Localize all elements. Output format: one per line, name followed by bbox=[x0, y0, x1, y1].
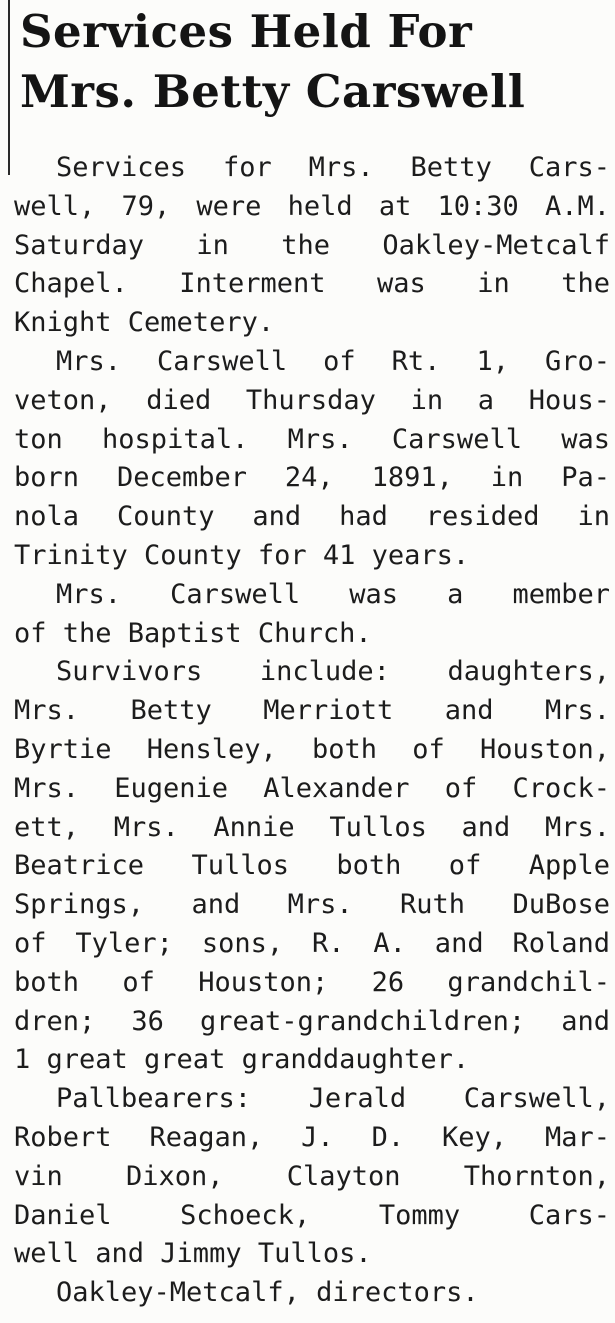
text-line: dren; 36 great-grandchildren; and bbox=[14, 1005, 610, 1037]
text-line: Saturday in the Oakley-Metcalf bbox=[14, 229, 610, 261]
text-line: Survivors include: daughters, bbox=[56, 656, 610, 688]
column-rule bbox=[8, 0, 10, 175]
text-line: well, 79, were held at 10:30 A.M. bbox=[14, 190, 610, 222]
text-line: Mrs. Eugenie Alexander of Crock- bbox=[14, 772, 610, 804]
text-line: Services for Mrs. Betty Cars- bbox=[56, 152, 610, 183]
text-line: nola County and had resided in bbox=[14, 501, 610, 533]
headline-line: Services Held For bbox=[20, 5, 473, 58]
text-line: veton, died Thursday in a Hous- bbox=[14, 384, 610, 416]
text-line: Knight Cemetery. bbox=[14, 307, 275, 339]
text-line: of the Baptist Church. bbox=[14, 617, 372, 649]
paragraph-directors bbox=[14, 1274, 610, 1313]
text-line: vin Dixon, Clayton Thornton, bbox=[14, 1160, 610, 1192]
text-line: Mrs. Carswell was a member bbox=[56, 578, 610, 610]
text-line: Trinity County for 41 years. bbox=[14, 539, 470, 571]
text-line: Oakley-Metcalf, directors. bbox=[56, 1277, 479, 1309]
text-line: Springs, and Mrs. Ruth DuBose bbox=[14, 889, 610, 921]
text-line: ton hospital. Mrs. Carswell was bbox=[14, 423, 610, 455]
paragraph-pallbearers bbox=[14, 1080, 610, 1274]
paragraph-church bbox=[14, 576, 610, 654]
text-line: ett, Mrs. Annie Tullos and Mrs. bbox=[14, 811, 610, 843]
text-line: Daniel Schoeck, Tommy Cars- bbox=[14, 1199, 610, 1231]
text-line: Mrs. Betty Merriott and Mrs. bbox=[14, 695, 610, 727]
text-line: Byrtie Hensley, both of Houston, bbox=[14, 733, 610, 765]
text-line: Chapel. Interment was in the bbox=[14, 268, 610, 300]
paragraph-survivors bbox=[14, 653, 610, 1080]
text-line: 1 great great granddaughter. bbox=[14, 1044, 470, 1076]
paragraph-services bbox=[14, 149, 610, 343]
headline bbox=[20, 2, 615, 122]
text-line: well and Jimmy Tullos. bbox=[14, 1238, 372, 1270]
headline-line: Mrs. Betty Carswell bbox=[20, 65, 526, 118]
text-line: Beatrice Tullos both of Apple bbox=[14, 850, 610, 882]
article-body bbox=[14, 149, 610, 1313]
text-line: Pallbearers: Jerald Carswell, bbox=[56, 1083, 610, 1115]
text-line: both of Houston; 26 grandchil- bbox=[14, 966, 610, 998]
text-line: Robert Reagan, J. D. Key, Mar- bbox=[14, 1121, 610, 1153]
text-line: of Tyler; sons, R. A. and Roland bbox=[14, 927, 610, 959]
paragraph-biography bbox=[14, 343, 610, 576]
text-line: born December 24, 1891, in Pa- bbox=[14, 462, 610, 494]
text-line: Mrs. Carswell of Rt. 1, Gro- bbox=[56, 345, 610, 377]
